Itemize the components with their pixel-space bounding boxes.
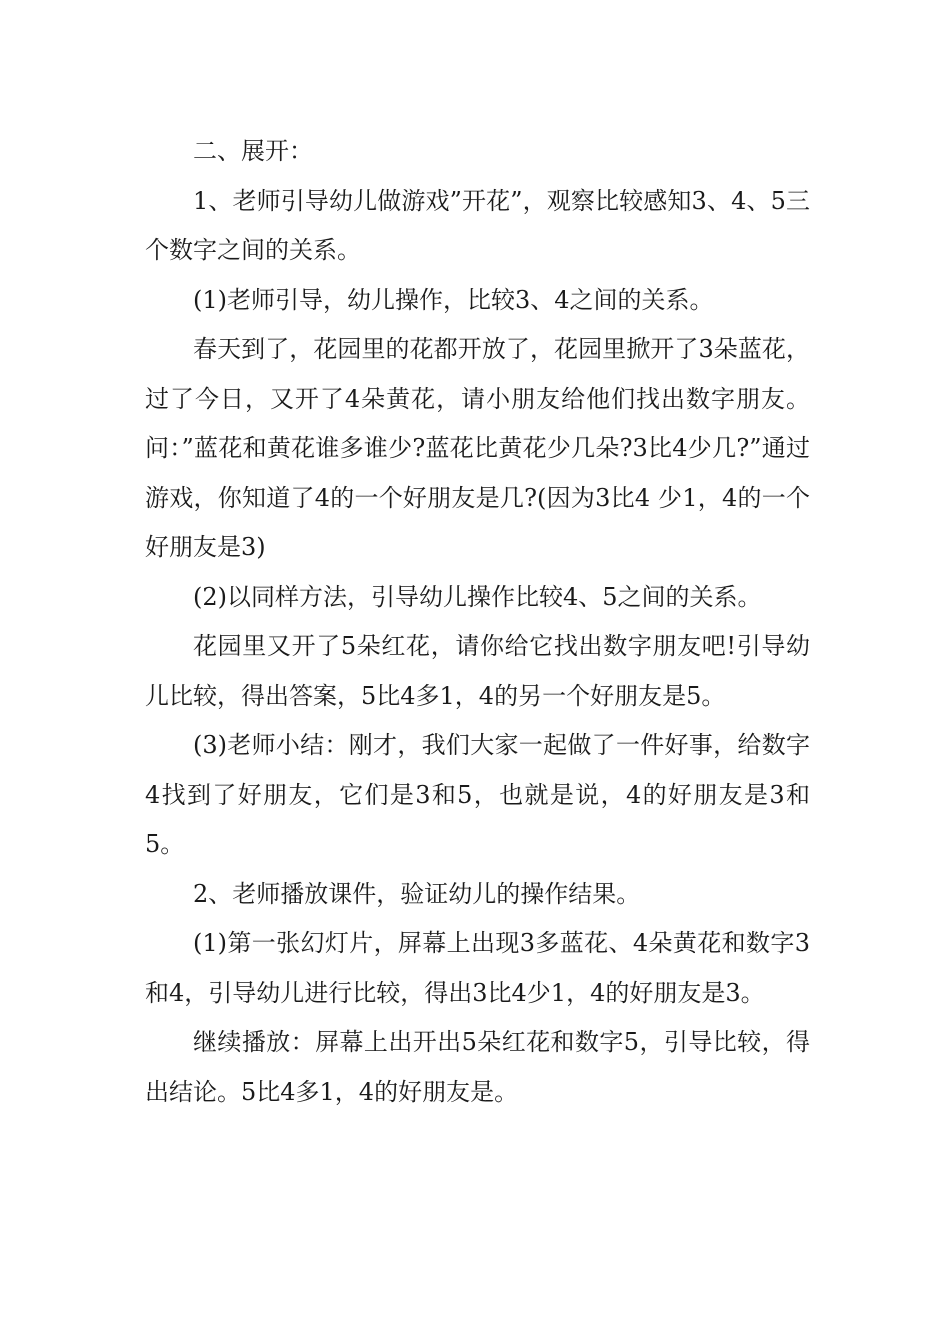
paragraph-first-slide: (1)第一张幻灯片，屏幕上出现3多蓝花、4朵黄花和数字3和4，引导幼儿进行比较，得出3比4少1，4的好朋友是3。 — [145, 929, 810, 1007]
paragraph-activity-1: 1、老师引导幼儿做游戏”开花”，观察比较感知3、4、5三个数字之间的关系。 — [145, 186, 810, 264]
paragraph-spring-story: 春天到了，花园里的花都开放了，花园里掀开了3朵蓝花，过了今日，又开了4朵黄花，请小朋友给他们找出数字朋友。问：”蓝花和黄花谁多谁少?蓝花比黄花少几朵?3比4少几?”通过游戏，你知道了4的一个好朋友是几?(因为3比4 少1，4的一个好朋友是3) — [145, 335, 810, 561]
paragraph-step-3-summary: (3)老师小结：刚才，我们大家一起做了一件好事，给数字4找到了好朋友，它们是3和5，也就是说，4的好朋友是3和5。 — [145, 731, 810, 858]
paragraph-continue-playing: 继续播放：屏幕上出开出5朵红花和数字5，引导比较，得出结论。5比4多1，4的好朋友是。 — [145, 1028, 810, 1106]
paragraph-red-flowers: 花园里又开了5朵红花，请你给它找出数字朋友吧!引导幼儿比较，得出答案，5比4多1，4的另一个好朋友是5。 — [145, 632, 810, 710]
paragraph-step-1: (1)老师引导，幼儿操作，比较3、4之间的关系。 — [193, 285, 714, 314]
paragraph-step-2: (2)以同样方法，引导幼儿操作比较4、5之间的关系。 — [193, 582, 762, 611]
section-heading-expand: 二、展开： — [193, 137, 313, 165]
paragraph-activity-2: 2、老师播放课件，验证幼儿的操作结果。 — [193, 879, 641, 908]
document-body — [145, 127, 810, 1117]
